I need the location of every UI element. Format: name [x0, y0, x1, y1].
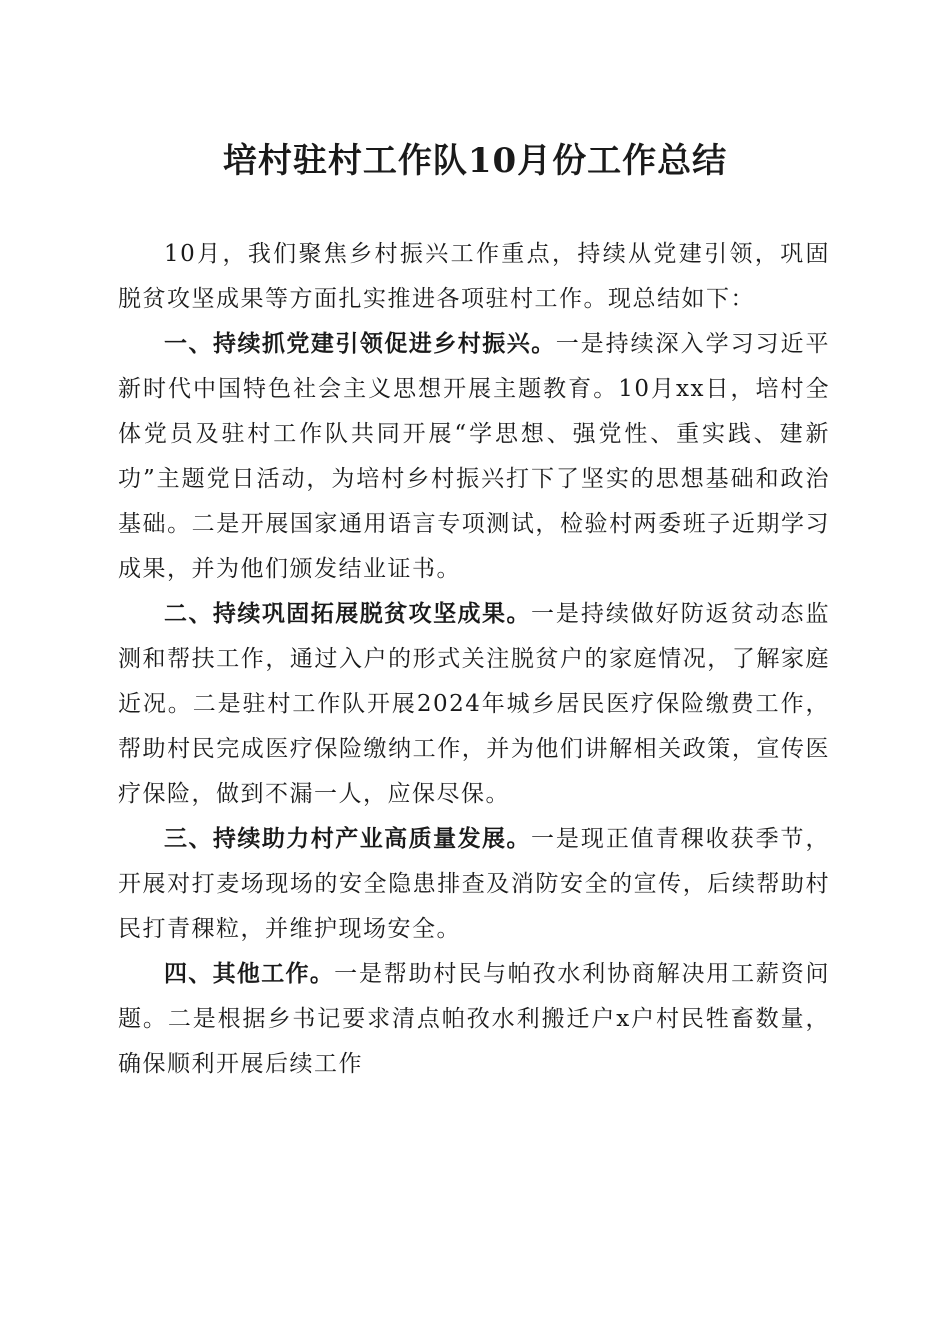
section-paragraph-2: [118, 592, 830, 817]
section-text-1: 一是持续深入学习习近平新时代中国特色社会主义思想开展主题教育。10月xx日，培村全体党员及驻村工作队共同开展“学思想、强党性、重实践、建新功”主题党日活动，为培村乡村振兴打下了坚实的思想基础和政治基础。二是开展国家通用语言专项测试，检验村两委班子近期学习成果，并为他们颁发结业证书。: [118, 331, 831, 582]
section-heading-4: 四、其他工作。: [164, 961, 335, 987]
section-text-3: 一是现正值青稞收获季节，开展对打麦场现场的安全隐患排查及消防安全的宣传，后续帮助村民打青稞粒，并维护现场安全。: [118, 826, 831, 942]
section-text-4: 一是帮助村民与帕孜水利协商解决用工薪资问题。二是根据乡书记要求清点帕孜水利搬迁户x户村民牲畜数量，确保顺利开展后续工作: [118, 961, 831, 1077]
section-heading-1: 一、持续抓党建引领促进乡村振兴。: [164, 331, 556, 357]
section-paragraph-3: [118, 817, 830, 952]
intro-paragraph: 10月，我们聚焦乡村振兴工作重点，持续从党建引领，巩固脱贫攻坚成果等方面扎实推进各项驻村工作。现总结如下：: [118, 241, 830, 312]
document-body: [118, 232, 830, 1087]
section-heading-3: 三、持续助力村产业高质量发展。: [164, 826, 531, 852]
section-text-2: 一是持续做好防返贫动态监测和帮扶工作，通过入户的形式关注脱贫户的家庭情况，了解家庭近况。二是驻村工作队开展2024年城乡居民医疗保险缴费工作，帮助村民完成医疗保险缴纳工作，并为他们讲解相关政策，宣传医疗保险，做到不漏一人，应保尽保。: [118, 601, 831, 807]
section-heading-2: 二、持续巩固拓展脱贫攻坚成果。: [164, 601, 531, 627]
document-title: 培村驻村工作队10月份工作总结: [222, 141, 728, 181]
section-paragraph-4: [118, 952, 830, 1087]
section-paragraph-1: [118, 322, 830, 592]
